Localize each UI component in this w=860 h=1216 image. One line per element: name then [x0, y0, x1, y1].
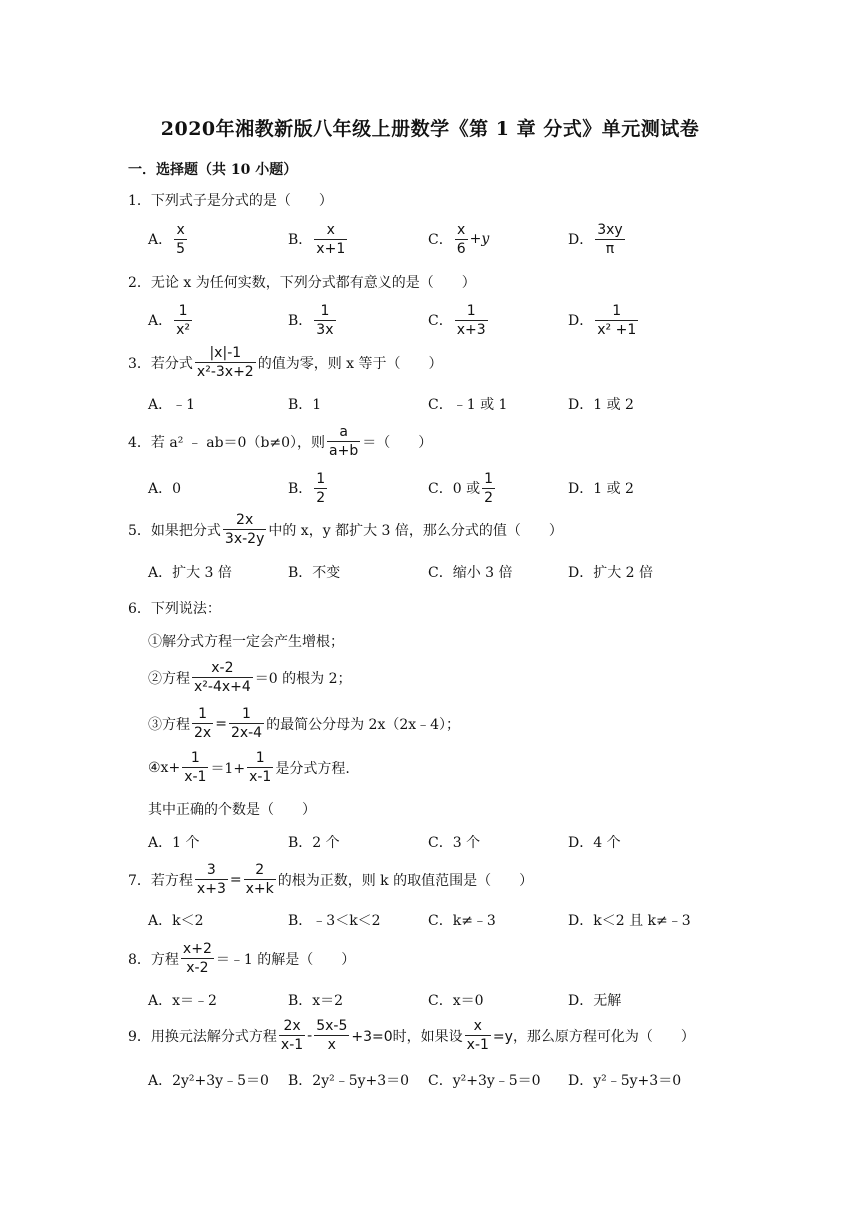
option-c: C．k≠﹣3: [428, 913, 496, 929]
option-b: B．2 个: [288, 835, 340, 851]
question-stem: 无论 x 为任何实数，下列分式都有意义的是（ ）: [150, 275, 476, 291]
question-8-options: [148, 980, 708, 1020]
question-number: 6．: [128, 601, 151, 617]
option-d: D．扩大 2 倍: [568, 565, 654, 581]
fraction: $\frac{a}{a+b}$: [329, 424, 359, 459]
fraction: $\frac{x-2}{\text{x²-4x+4}}$: [194, 660, 251, 695]
fraction: $\frac{1}{\text{x² +1}}$: [597, 302, 637, 338]
statement-4: ④x+ $\frac{1}{x-1}$ ＝1+ $\frac{1}{x-1}$ 是分式方程.: [148, 750, 350, 785]
fraction: $\frac{1}{x-1}$: [249, 750, 272, 785]
option-c: C．缩小 3 倍: [428, 565, 513, 581]
fraction: $\frac{x}{5}$: [176, 221, 186, 257]
question-5: 5． 如果把分式 $\frac{2x}{3x-2y}$ 中的 x，y 都扩大 3 倍，那么分式的值（ ）: [128, 512, 563, 547]
option-d: D． $\frac{1}{\text{x² +1}}$: [568, 302, 637, 338]
statement-2: ②方程 $\frac{x-2}{\text{x²-4x+4}}$ ＝0 的根为 2；: [148, 660, 352, 695]
question-3-options: [148, 384, 708, 424]
question-number: 9．: [128, 1028, 151, 1045]
fraction: $\frac{1}{x+3}$: [456, 302, 486, 338]
fraction: $\frac{2x}{3x-2y}$: [224, 512, 265, 547]
option-a: A． $\frac{x}{5}$: [148, 221, 186, 257]
question-number: 8．: [128, 951, 151, 968]
fraction: $\frac{3xy}{\pi}$: [597, 221, 623, 257]
option-b: B．2y²﹣5y+3＝0: [288, 1073, 410, 1089]
question-2-options: [148, 300, 708, 340]
option-c: C． $\frac{1}{x+3}$: [428, 302, 486, 338]
option-d: D．1 或 2: [568, 397, 634, 413]
fraction: $\frac{3}{x+3}$: [196, 862, 226, 897]
fraction: $\frac{2x}{x-1}$: [280, 1018, 304, 1053]
option-a: A．2y²+3y﹣5＝0: [148, 1073, 269, 1089]
option-a: A．扩大 3 倍: [148, 565, 232, 581]
option-b: B．﹣3＜k＜2: [288, 913, 381, 929]
option-d: D．无解: [568, 993, 622, 1009]
fraction: $\frac{1}{2}$: [484, 470, 493, 506]
question-number: 2．: [128, 275, 151, 291]
option-b: B．1: [288, 397, 322, 413]
question-7-options: [148, 900, 708, 940]
option-c: C．y²+3y﹣5＝0: [428, 1073, 541, 1089]
fraction: $\frac{x}{6}$: [456, 221, 466, 257]
fraction: $\frac{x}{x-1}$: [466, 1018, 489, 1053]
fraction: $\frac{1}{\text{x²}}$: [176, 302, 191, 338]
question-number: 4．: [128, 434, 151, 451]
option-b: B．x＝2: [288, 993, 344, 1009]
question-9-options: [148, 1060, 708, 1100]
option-c: C．0 或 $\frac{1}{2}$: [428, 470, 493, 506]
option-a: A．0: [148, 481, 182, 497]
option-d: D．1 或 2: [568, 481, 634, 497]
option-a: A．x＝﹣2: [148, 993, 217, 1009]
question-1-options: [148, 219, 708, 259]
option-b: B． $\frac{1}{2}$: [288, 470, 326, 506]
fraction: $\frac{1}{2x-4}$: [230, 706, 263, 741]
statement-3: ③方程 $\frac{1}{2x}$ = $\frac{1}{2x-4}$ 的最简公分母为 2x（2x﹣4）；: [148, 706, 461, 741]
question-number: 3．: [128, 355, 151, 372]
question-6: [128, 598, 221, 618]
statement-1: ①解分式方程一定会产生增根；: [148, 634, 344, 650]
option-a: A． $\frac{1}{\text{x²}}$: [148, 302, 191, 338]
question-stem: 下列式子是分式的是（ ）: [150, 193, 333, 209]
fraction: $\frac{1}{3x}$: [316, 302, 334, 338]
option-d: D． $\frac{3xy}{\pi}$: [568, 221, 623, 257]
question-6-ask: 其中正确的个数是（ ）: [148, 802, 316, 818]
question-9: 9． 用换元法解分式方程 $\frac{2x}{x-1}$ - $\frac{5x-5}{x}$ +3=0时，如果设 $\frac{x}{x-1}$ =y，那么原方程可化为（ ）: [128, 1018, 695, 1053]
option-d: D．k＜2 且 k≠﹣3: [568, 913, 691, 929]
option-a: A．﹣1: [148, 397, 196, 413]
question-2: [128, 272, 476, 292]
question-4-options: [148, 468, 708, 508]
question-6-options: [148, 822, 708, 862]
question-1: [128, 190, 333, 210]
fraction: $\frac{x}{x+1}$: [316, 221, 346, 257]
fraction: $\frac{1}{2}$: [316, 470, 326, 506]
question-3: 3． 若分式 $\frac{|x|-1}{\text{x²-3x+2}}$ 的值为零，则 x 等于（ ）: [128, 345, 443, 380]
question-number: 1．: [128, 193, 151, 209]
option-b: B．不变: [288, 565, 341, 581]
fraction: $\frac{2}{x+k}$: [245, 862, 274, 897]
option-a: A．k＜2: [148, 913, 204, 929]
fraction: $\frac{x+2}{x-2}$: [182, 941, 212, 976]
option-c: C． $\frac{x}{6}$ +y: [428, 221, 490, 257]
option-c: C．﹣1 或 1: [428, 397, 508, 413]
option-b: B． $\frac{1}{3x}$: [288, 302, 334, 338]
question-5-options: [148, 552, 708, 592]
option-d: D．y²﹣5y+3＝0: [568, 1073, 682, 1089]
question-4: 4． 若 a² ﹣ ab＝0（b≠0），则 $\frac{a}{a+b}$ ＝（ ）: [128, 424, 433, 459]
option-b: B． $\frac{x}{x+1}$: [288, 221, 346, 257]
question-number: 7．: [128, 872, 151, 889]
section-heading: 一．选择题（共 10 小题）: [128, 162, 298, 178]
question-number: 5．: [128, 522, 151, 539]
fraction: $\frac{1}{x-1}$: [184, 750, 207, 785]
option-a: A．1 个: [148, 835, 200, 851]
option-d: D．4 个: [568, 835, 621, 851]
page-title: 2020年湘教新版八年级上册数学《第 1 章 分式》单元测试卷: [160, 118, 700, 140]
option-c: C．x＝0: [428, 993, 484, 1009]
fraction: $\frac{5x-5}{x}$: [316, 1018, 348, 1053]
fraction: $\frac{|x|-1}{\text{x²-3x+2}}$: [196, 345, 254, 380]
question-8: 8． 方程 $\frac{x+2}{x-2}$ ＝﹣1 的解是（ ）: [128, 941, 356, 976]
question-stem: 下列说法：: [150, 601, 221, 617]
option-c: C．3 个: [428, 835, 481, 851]
fraction: $\frac{1}{2x}$: [194, 706, 212, 741]
question-7: 7． 若方程 $\frac{3}{x+3}$ = $\frac{2}{x+k}$ 的根为正数，则 k 的取值范围是（ ）: [128, 862, 534, 897]
